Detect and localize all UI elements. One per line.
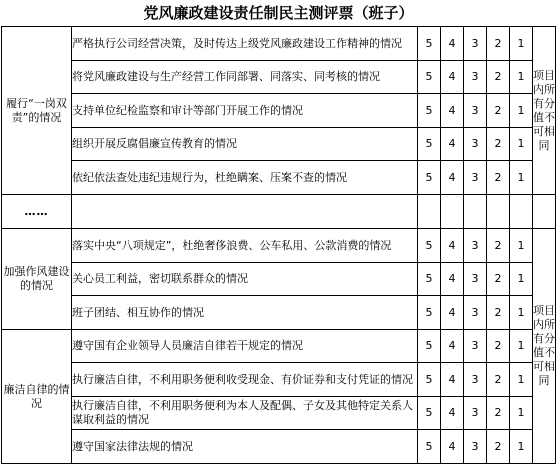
score-option-2[interactable]: 2 xyxy=(487,296,510,330)
score-option-1[interactable]: 1 xyxy=(510,229,533,263)
score-option-5[interactable]: 5 xyxy=(418,161,441,195)
item-text: 遵守国有企业领导人员廉洁自律若干规定的情况 xyxy=(72,330,418,363)
score-option-3[interactable]: 3 xyxy=(464,27,487,61)
score-option-3[interactable]: 3 xyxy=(464,363,487,397)
score-option-2[interactable]: 2 xyxy=(487,397,510,430)
score-option-3[interactable]: 3 xyxy=(464,330,487,363)
score-option-2[interactable]: 2 xyxy=(487,161,510,195)
score-option-3[interactable]: 3 xyxy=(464,397,487,430)
item-text: 落实中央“八项规定”，杜绝奢侈浪费、公车私用、公款消费的情况 xyxy=(72,229,418,263)
score-option-2[interactable]: 2 xyxy=(487,330,510,363)
table-row xyxy=(2,263,556,296)
score-option-3[interactable]: 3 xyxy=(464,61,487,94)
score-option-3[interactable]: 3 xyxy=(464,263,487,296)
category-cell: 廉洁自律的情况 xyxy=(2,330,72,464)
score-option-4[interactable]: 4 xyxy=(441,363,464,397)
table-row xyxy=(2,330,556,363)
score-option-4[interactable]: 4 xyxy=(441,430,464,464)
item-text: 将党风廉政建设与生产经营工作同部署、同落实、同考核的情况 xyxy=(72,61,418,94)
score-option-1[interactable]: 1 xyxy=(510,128,533,161)
table-row xyxy=(2,128,556,161)
item-text: 严格执行公司经营决策，及时传达上级党风廉政建设工作精神的情况 xyxy=(72,27,418,61)
table-row xyxy=(2,195,556,229)
item-text: 组织开展反腐倡廉宣传教育的情况 xyxy=(72,128,418,161)
empty-cell xyxy=(464,195,487,229)
table-row xyxy=(2,430,556,464)
score-option-5[interactable]: 5 xyxy=(418,27,441,61)
score-option-4[interactable]: 4 xyxy=(441,263,464,296)
table-row xyxy=(2,397,556,430)
table-row xyxy=(2,161,556,195)
scoring-note: 项目内所有分值不可相同 xyxy=(533,27,556,195)
empty-cell xyxy=(487,195,510,229)
score-option-4[interactable]: 4 xyxy=(441,94,464,128)
score-option-1[interactable]: 1 xyxy=(510,296,533,330)
score-option-5[interactable]: 5 xyxy=(418,94,441,128)
item-text: 支持单位纪检监察和审计等部门开展工作的情况 xyxy=(72,94,418,128)
score-option-1[interactable]: 1 xyxy=(510,430,533,464)
score-option-5[interactable]: 5 xyxy=(418,430,441,464)
score-option-5[interactable]: 5 xyxy=(418,330,441,363)
table-row xyxy=(2,296,556,330)
score-option-4[interactable]: 4 xyxy=(441,27,464,61)
item-text: 遵守国家法律法规的情况 xyxy=(72,430,418,464)
score-option-3[interactable]: 3 xyxy=(464,229,487,263)
score-option-4[interactable]: 4 xyxy=(441,397,464,430)
empty-cell xyxy=(72,195,418,229)
score-option-5[interactable]: 5 xyxy=(418,363,441,397)
table-row xyxy=(2,94,556,128)
score-option-4[interactable]: 4 xyxy=(441,128,464,161)
category-cell: 履行“一岗双责”的情况 xyxy=(2,27,72,195)
score-option-2[interactable]: 2 xyxy=(487,94,510,128)
category-cell: 加强作风建设的情况 xyxy=(2,229,72,330)
score-option-2[interactable]: 2 xyxy=(487,128,510,161)
item-text: 执行廉洁自律，不利用职务便利为本人及配偶、子女及其他特定关系人谋取利益的情况 xyxy=(72,397,418,430)
score-option-2[interactable]: 2 xyxy=(487,27,510,61)
score-option-4[interactable]: 4 xyxy=(441,61,464,94)
score-option-2[interactable]: 2 xyxy=(487,61,510,94)
score-option-5[interactable]: 5 xyxy=(418,61,441,94)
score-option-5[interactable]: 5 xyxy=(418,296,441,330)
score-option-3[interactable]: 3 xyxy=(464,430,487,464)
score-option-3[interactable]: 3 xyxy=(464,128,487,161)
score-option-1[interactable]: 1 xyxy=(510,27,533,61)
evaluation-table xyxy=(1,26,556,464)
item-text: 关心员工利益，密切联系群众的情况 xyxy=(72,263,418,296)
score-option-1[interactable]: 1 xyxy=(510,161,533,195)
item-text: 执行廉洁自律，不利用职务便利收受现金、有价证券和支付凭证的情况 xyxy=(72,363,418,397)
empty-cell xyxy=(441,195,464,229)
score-option-2[interactable]: 2 xyxy=(487,263,510,296)
score-option-5[interactable]: 5 xyxy=(418,263,441,296)
item-text: 班子团结、相互协作的情况 xyxy=(72,296,418,330)
score-option-5[interactable]: 5 xyxy=(418,128,441,161)
page-title: 党风廉政建设责任制民主测评票（班子） xyxy=(143,4,414,22)
score-option-5[interactable]: 5 xyxy=(418,229,441,263)
score-option-1[interactable]: 1 xyxy=(510,263,533,296)
item-text: 依纪依法查处违纪违规行为，杜绝瞒案、压案不查的情况 xyxy=(72,161,418,195)
score-option-1[interactable]: 1 xyxy=(510,330,533,363)
empty-cell xyxy=(510,195,533,229)
table-row xyxy=(2,363,556,397)
score-option-2[interactable]: 2 xyxy=(487,430,510,464)
scoring-note: 项目内所有分值不可相同 xyxy=(533,229,556,464)
score-option-5[interactable]: 5 xyxy=(418,397,441,430)
table-row xyxy=(2,229,556,263)
score-option-2[interactable]: 2 xyxy=(487,363,510,397)
score-option-4[interactable]: 4 xyxy=(441,296,464,330)
ellipsis-cell: …… xyxy=(2,195,72,229)
score-option-1[interactable]: 1 xyxy=(510,363,533,397)
score-option-1[interactable]: 1 xyxy=(510,94,533,128)
score-option-2[interactable]: 2 xyxy=(487,229,510,263)
score-option-1[interactable]: 1 xyxy=(510,397,533,430)
empty-cell xyxy=(533,195,556,229)
table-row xyxy=(2,27,556,61)
score-option-3[interactable]: 3 xyxy=(464,161,487,195)
score-option-3[interactable]: 3 xyxy=(464,94,487,128)
table-row xyxy=(2,61,556,94)
score-option-4[interactable]: 4 xyxy=(441,161,464,195)
score-option-3[interactable]: 3 xyxy=(464,296,487,330)
score-option-4[interactable]: 4 xyxy=(441,229,464,263)
score-option-1[interactable]: 1 xyxy=(510,61,533,94)
score-option-4[interactable]: 4 xyxy=(441,330,464,363)
empty-cell xyxy=(418,195,441,229)
